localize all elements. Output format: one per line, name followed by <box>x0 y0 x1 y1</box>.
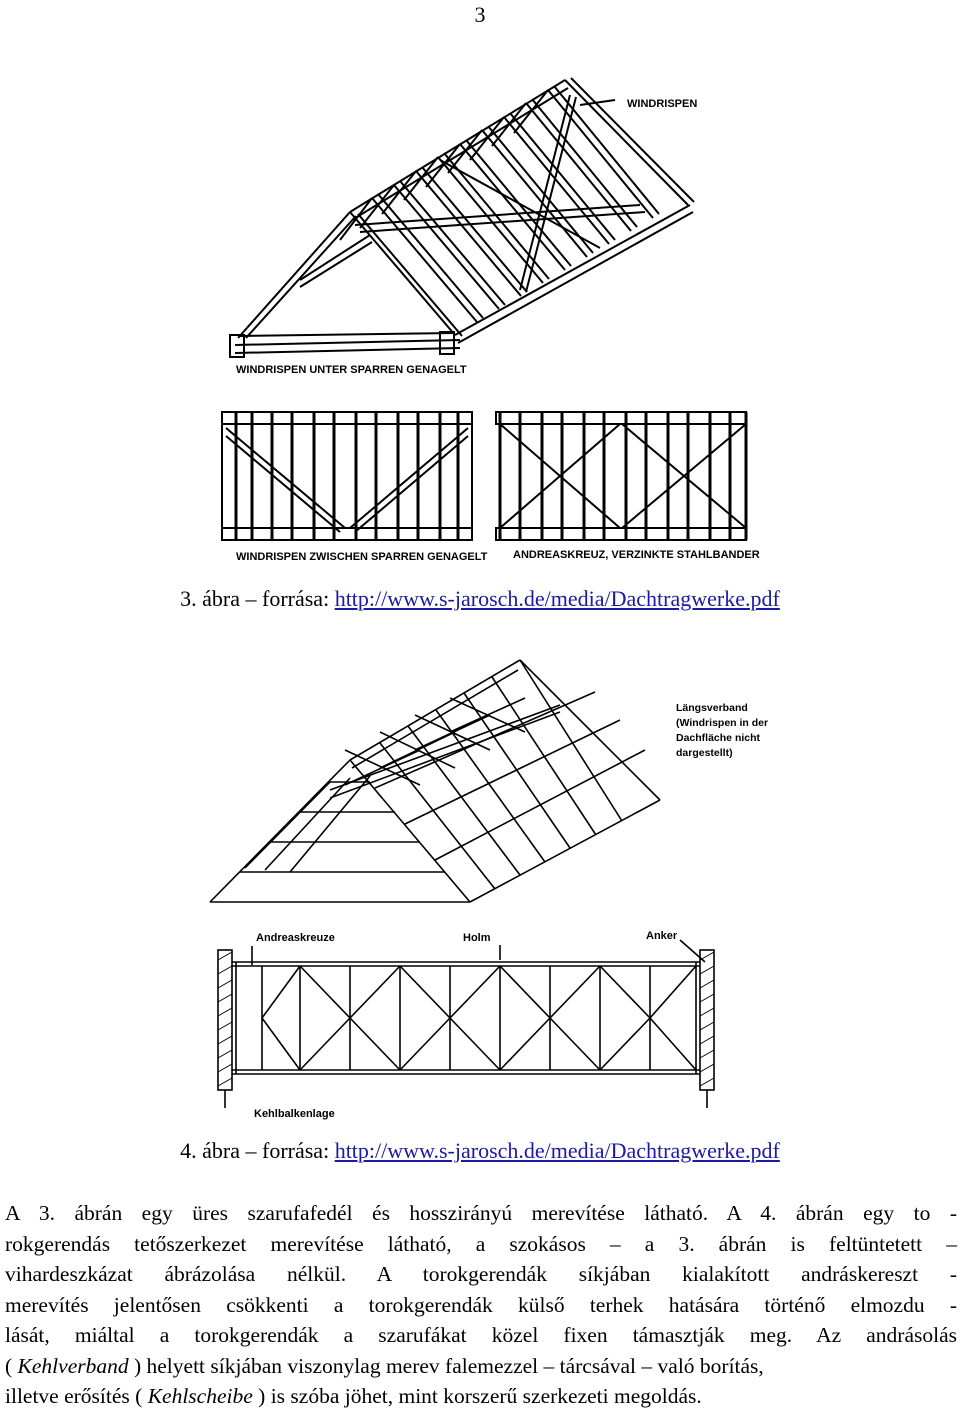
figure-3 <box>0 0 960 575</box>
label-windrispen-in-der: (Windrispen in der <box>676 717 769 729</box>
body-paragraph <box>5 1198 957 1412</box>
figure-4-source-link[interactable]: http://www.s-jarosch.de/media/Dachtragwerke.pdf <box>334 1138 780 1163</box>
label-anker: Anker <box>646 930 678 942</box>
term-kehlscheibe: Kehlscheibe <box>147 1384 253 1408</box>
paragraph-line-7-c: ) is szóba jöhet, mint korszerű szerkezeti megoldás. <box>252 1384 702 1408</box>
figure-4-caption <box>0 1138 960 1164</box>
term-kehlverband: Kehlverband <box>17 1353 129 1378</box>
label-windrispen: WINDRISPEN <box>627 98 698 110</box>
label-kehlbalkenlage: Kehlbalkenlage <box>254 1108 335 1120</box>
paragraph-line-5: lását, miáltal a torokgerendák a szarufákat közel fixen támasztják meg. Az andrásolás <box>5 1323 957 1347</box>
paragraph-line-6 <box>5 1351 957 1382</box>
label-windrispen-unter-sparren: WINDRISPEN UNTER SPARREN GENAGELT <box>236 364 467 376</box>
label-windrispen-zwischen-sparren: WINDRISPEN ZWISCHEN SPARREN GENAGELT <box>236 551 488 563</box>
figure-3-source-link[interactable]: http://www.s-jarosch.de/media/Dachtragwerke.pdf <box>334 586 780 611</box>
roof-3d-drawing <box>230 78 694 357</box>
figure-4-drawing <box>0 640 960 1140</box>
plan-view-drawing <box>218 940 714 1108</box>
paragraph-line-6-c: ) helyett síkjában viszonylag merev falemezzel – tárcsával – való borítás, <box>128 1353 764 1378</box>
label-dachflaeche-nicht: Dachfläche nicht <box>676 732 761 744</box>
label-dargestellt: dargestellt) <box>676 747 733 759</box>
label-andreaskreuze: Andreaskreuze <box>256 932 335 944</box>
paragraph-line-7 <box>5 1381 957 1412</box>
wall-right-drawing <box>496 412 746 540</box>
wall-left-drawing <box>222 412 472 540</box>
paragraph-line-1: A 3. ábrán egy üres szarufafedél és hosszirányú merevítése látható. A 4. ábrán egy to - <box>5 1201 957 1225</box>
figure-3-drawing <box>0 0 960 575</box>
label-holm: Holm <box>463 932 491 944</box>
page-number: 3 <box>474 2 486 27</box>
figure-3-caption <box>0 586 960 612</box>
figure-3-caption-prefix: 3. ábra – forrása: <box>180 586 335 611</box>
figure-4-caption-prefix: 4. ábra – forrása: <box>180 1138 335 1163</box>
paragraph-line-2: rokgerendás tetőszerkezet merevítése látható, a szokásos – a 3. ábrán is feltüntetett – <box>5 1231 957 1256</box>
paragraph-line-4: merevítés jelentősen csökkenti a torokgerendák külső terhek hatására történő elmozdu - <box>5 1292 957 1317</box>
paragraph-line-7-a: illetve erősítés ( <box>5 1384 148 1408</box>
label-laengsverband: Längsverband <box>676 702 748 714</box>
figure-4 <box>0 640 960 1140</box>
truss-3d-drawing <box>210 660 660 902</box>
paragraph-line-6-a: ( <box>5 1353 18 1378</box>
paragraph-line-3: vihardeszkázat ábrázolása nélkül. A torokgerendák síkjában kialakított andráskereszt - <box>5 1262 957 1286</box>
label-andreaskreuz: ANDREASKREUZ, VERZINKTE STAHLBANDER <box>513 549 760 561</box>
